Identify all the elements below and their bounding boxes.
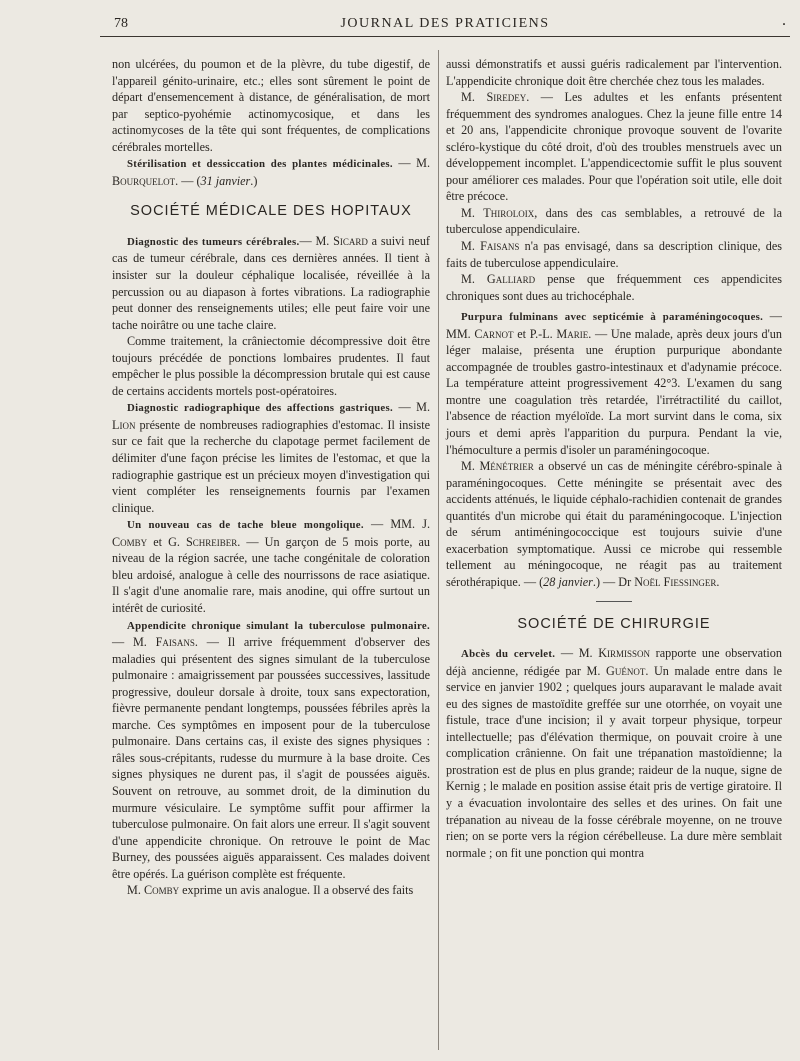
continued-paragraph: non ulcérées, du poumon et de la plèvre, du tube digestif, de l'appareil génito-urinaire, etc.; elles sont sûrement le point de départ d'ensemencement à distance, de généralisation, de mort par septico-pyohémie actinomycosique, et dans les actinomycoses de la tête qui sont fréquentes, de complications cérébrales mortelles. <box>112 57 430 154</box>
article-title: Diagnostic des tumeurs cérébrales. <box>127 235 300 248</box>
author-name: Faisans <box>155 635 195 650</box>
article-title: Stérilisation et dessiccation des plantes médicinales. <box>127 158 393 171</box>
author-name: Comby <box>143 883 180 898</box>
article-tumeurs: Diagnostic des tumeurs cérébrales.— M. Sicard a suivi neuf cas de tumeur cérébrale, dans ces dernières années. Il tient à insister sur la douleur céphalique localisée, réveillée à la percussion ou au diapason à fortes vibrations. La radiographie peut donner des renseignements utiles; elle peut faire voir une tache noirâtre ou une tache claire. <box>112 233 430 332</box>
article-appendicite: Appendicite chronique simulant la tuberculose pulmonaire. — M. Faisans. — Il arrive fréquemment d'observer des maladies qui présentent des signes simulant de la tuberculose pulmonaire : amaigrissement par poussées successives, lassitude progressive, douleur dorsale à droite, toux sans expectoration, fièvre permanente pendant longtemps, poussées fébriles après la marche. Ces symptômes en imposent pour de la tuberculose pulmonaire. Dans certains cas, il existe des signes physiques : râles sous-crépitants, rudesse du murmure à la base droite. Ces signes physiques ne durent pas, il s'agit de poussées aiguës. Souvent on retrouve, au sommet droit, de la diminution du murmure vésiculaire. Le symptôme suffit pour affirmer la tuberculose pulmonaire. On fait alors une erreur. Il s'agit souvent d'une appendicite chronique. On retrouve le point de Mac Burney, des poussées aiguës apparaissent. Ces malades doivent être opérés. La guérison complète est fréquente. <box>112 619 430 881</box>
paragraph: M. Thiroloix, dans des cas semblables, a retrouvé de la tuberculose appendiculaire. <box>446 205 782 237</box>
report-signature: Noël Fiessinger <box>634 574 717 589</box>
right-column <box>446 56 782 861</box>
author-name: Comby <box>112 534 148 549</box>
author-name: Ménétrier <box>479 459 534 474</box>
paragraph: Comme traitement, la crâniectomie décompressive doit être toujours précédée de ponctions lombaires prudentes. Il faut empêcher le plus possible la décompression brutale qui est cause de certains accidents mortels post-opératoires. <box>112 334 430 398</box>
paragraph: M. Ménétrier a observé un cas de méningite cérébro-spinale à paraméningocoques. Cette méningite se présentait avec des accidents atténués, le liquide céphalo-rachidien contenait de grandes quantités d'un microbe qui était du paraméningocoque. L'injection de sérum antiméningococcique est toujours suivie d'une exacerbation symptomatique. Aussi ce microbe qui ressemble tellement au méningocoque, ne réagit pas au traitement sérothérapique. — (28 janvier.) — Dr Noël Fiessinger. <box>446 459 782 589</box>
author-name: Kirmisson <box>598 646 651 661</box>
article-title: Un nouveau cas de tache bleue mongolique. <box>127 519 364 532</box>
author-name: Guénot <box>606 663 646 678</box>
page-header <box>100 14 790 37</box>
continued-paragraph: aussi démonstratifs et aussi guéris radicalement par l'intervention. L'appendicite chronique doit être cherchée chez tous les malades. <box>446 57 782 88</box>
article-gastriques: Diagnostic radiographique des affections gastriques. — M. Lion présente de nombreuses radiographies d'estomac. Il insiste sur ce fait que la recherche du clapotage permet facilement de délimiter d'une façon précise les limites de l'estomac, et que la radiographie gastrique est un précieux moyen d'investigation qui vient compléter les renseignements fournis par l'examen clinique. <box>112 400 430 515</box>
paragraph: M. Siredey. — Les adultes et les enfants présentent fréquemment des syndromes analogues. Chez la jeune fille entre 14 et 20 ans, l'appendicite chronique provoque souvent de l'ovarite scléro-kystique du côté droit, d'où des troubles menstruels avec un développement incomplet. L'appendicectomie suffit le plus souvent pour améliorer ces malades. Pour que l'opération soit utile, elle doit être précoce. <box>446 90 782 204</box>
section-title: SOCIÉTÉ MÉDICALE DES HOPITAUX <box>130 203 412 220</box>
column-divider <box>438 50 439 1050</box>
author-name: Bourquelot <box>112 173 176 188</box>
page-number: 78 <box>114 16 128 31</box>
meeting-date: 31 janvier <box>200 173 251 188</box>
section-divider <box>596 601 632 602</box>
paragraph: M. Comby exprime un avis analogue. Il a observé des faits <box>127 883 414 898</box>
author-name: Carnot <box>474 326 514 341</box>
author-name: Galliard <box>486 272 536 287</box>
author-name: Thiroloix <box>483 205 535 220</box>
author-name: Lion <box>112 417 136 432</box>
article-abces-cervelet: Abcès du cervelet. — M. Kirmisson rapporte une observation déjà ancienne, rédigée par M. Guénot. Un malade entre dans le service en janvier 1902 ; quelques jours auparavant le malade avait eu des signes de mastoïdite greffée sur une otorrhée, on voyait une fistule, trace d'une incision; il y avait torpeur physique, torpeur intellectuelle; pas d'élévation thermique, on pouvait croire à une complication crânienne. On fait une trépanation mastoïdienne; la prostration est de plus en plus grande; raideur de la nuque, signe de Kernig ; le malade en position assise était pris de vertige giratoire. Il y a évacuation involontaire des selles et des urines. On fait une trépanation au niveau de la fosse cérébrale moyenne, on ne trouve rien; on se porte vers la région cérébelleuse. La dure mère semblait normale ; on fit une ponction qui montra <box>446 646 782 860</box>
left-column <box>112 56 430 899</box>
journal-title: JOURNAL DES PRATICIENS <box>340 16 550 31</box>
author-name: Marie <box>556 326 589 341</box>
author-name: Schreiber <box>185 534 238 549</box>
meeting-date: 28 janvier <box>543 574 593 589</box>
author-name: Sicard <box>333 233 368 248</box>
article-tache-mongolique: Un nouveau cas de tache bleue mongolique. — MM. J. Comby et G. Schreiber. — Un garçon de 5 mois porte, au niveau de la région sacrée, une tache congénitale de coloration bleu ardoisé, analogue à celle des nourrissons de race asiatique. Il s'agit d'une anomalie rare, mais anodine, qui offre surtout un intérêt de curiosité. <box>112 517 430 615</box>
author-name: Siredey <box>486 90 527 105</box>
author-name: Faisans <box>480 239 520 254</box>
paragraph: M. Faisans n'a pas envisagé, dans sa description clinique, des faits de tuberculose appendiculaire. <box>446 239 782 270</box>
article-title: Abcès du cervelet. <box>461 648 556 661</box>
corner-mark: . <box>782 12 786 29</box>
section-title: SOCIÉTÉ DE CHIRURGIE <box>517 615 711 632</box>
article-purpura: Purpura fulminans avec septicémie à paraméningocoques. — MM. Carnot et P.-L. Marie. — Une malade, après deux jours d'un léger malaise, présenta une éruption purpurique abondante accompagnée de troubles gastro-intestinaux et d'adynamie précoce. La température atteint progressivement 42°3. L'examen du sang montre une coagulation très retardée, l'irrétractilité du caillot, l'absence de réaction myéloïde. La mort survint dans le coma, six jours et demi après l'apparition du purpura. Pendant la vie, l'hémoculture a permis d'isoler un paraméningocoque. <box>446 309 782 457</box>
article-sterilisation: Stérilisation et dessiccation des plantes médicinales. — M. Bourquelot. — (31 janvier.) <box>112 156 430 188</box>
article-title: Diagnostic radiographique des affections gastriques. <box>127 402 394 415</box>
article-title: Appendicite chronique simulant la tuberculose pulmonaire. <box>127 619 430 632</box>
article-title: Purpura fulminans avec septicémie à paraméningocoques. <box>461 311 764 324</box>
paragraph: M. Galliard pense que fréquemment ces appendicites chroniques sont dues au trichocéphale. <box>446 272 782 303</box>
